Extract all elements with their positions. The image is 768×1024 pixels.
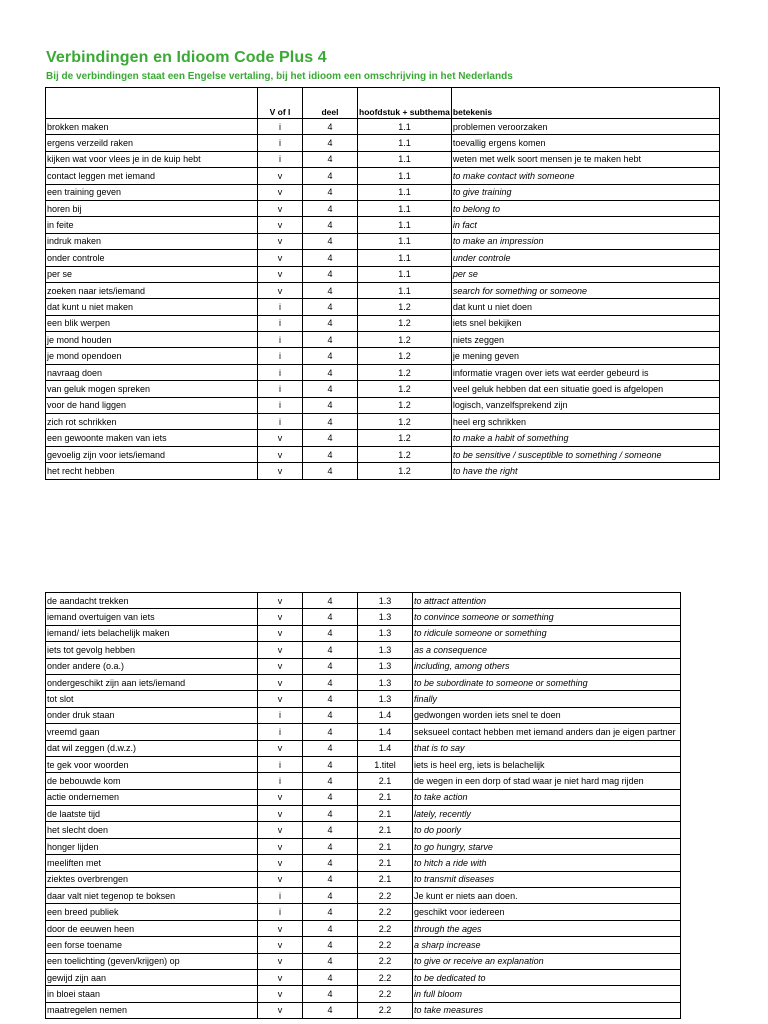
expression-cell: een blik werpen [46,315,258,331]
deel-cell: 4 [303,332,358,348]
expression-cell: in bloei staan [46,986,258,1002]
hoofdstuk-cell: 1.3 [358,593,413,609]
expression-cell: vreemd gaan [46,724,258,740]
type-cell: i [258,397,303,413]
betekenis-cell: to take action [413,789,681,805]
betekenis-cell: iets snel bekijken [451,315,719,331]
betekenis-cell: gedwongen worden iets snel te doen [413,707,681,723]
expression-cell: meeliften met [46,855,258,871]
betekenis-cell: de wegen in een dorp of stad waar je niet hard mag rijden [413,773,681,789]
header-betekenis: betekenis [451,88,719,119]
type-cell: v [258,969,303,985]
betekenis-cell: to give training [451,184,719,200]
deel-cell: 4 [303,904,358,920]
hoofdstuk-cell: 2.2 [358,953,413,969]
hoofdstuk-cell: 1.3 [358,658,413,674]
hoofdstuk-cell: 2.2 [358,904,413,920]
betekenis-cell: logisch, vanzelfsprekend zijn [451,397,719,413]
deel-cell: 4 [303,315,358,331]
deel-cell: 4 [303,642,358,658]
expression-cell: het recht hebben [46,463,258,479]
expression-cell: gevoelig zijn voor iets/iemand [46,446,258,462]
expression-cell: de aandacht trekken [46,593,258,609]
betekenis-cell: informatie vragen over iets wat eerder gebeurd is [451,364,719,380]
idiom-table-2 [45,592,681,1019]
idiom-table-1 [45,87,720,480]
table-row [46,233,720,249]
type-cell: i [258,381,303,397]
table-row [46,151,720,167]
type-cell: v [258,740,303,756]
table-row [46,986,681,1002]
table-row [46,299,720,315]
table-row [46,282,720,298]
expression-cell: brokken maken [46,119,258,135]
expression-cell: je mond opendoen [46,348,258,364]
type-cell: v [258,658,303,674]
type-cell: i [258,119,303,135]
hoofdstuk-cell: 1.1 [358,184,452,200]
table-row [46,838,681,854]
deel-cell: 4 [303,822,358,838]
expression-cell: kijken wat voor vlees je in de kuip hebt [46,151,258,167]
hoofdstuk-cell: 2.1 [358,773,413,789]
betekenis-cell: seksueel contact hebben met iemand anders dan je eigen partner [413,724,681,740]
expression-cell: dat kunt u niet maken [46,299,258,315]
expression-cell: onder controle [46,250,258,266]
hoofdstuk-cell: 2.2 [358,1002,413,1018]
betekenis-cell: to transmit diseases [413,871,681,887]
table-row [46,740,681,756]
deel-cell: 4 [303,593,358,609]
deel-cell: 4 [303,135,358,151]
table-row [46,364,720,380]
betekenis-cell: to give or receive an explanation [413,953,681,969]
betekenis-cell: niets zeggen [451,332,719,348]
expression-cell: door de eeuwen heen [46,920,258,936]
table-row [46,348,720,364]
deel-cell: 4 [303,953,358,969]
expression-cell: onder druk staan [46,707,258,723]
expression-cell: dat wil zeggen (d.w.z.) [46,740,258,756]
deel-cell: 4 [303,969,358,985]
deel-cell: 4 [303,724,358,740]
deel-cell: 4 [303,414,358,430]
table-row [46,430,720,446]
betekenis-cell: toevallig ergens komen [451,135,719,151]
hoofdstuk-cell: 1.4 [358,707,413,723]
type-cell: v [258,806,303,822]
hoofdstuk-cell: 1.4 [358,724,413,740]
expression-cell: tot slot [46,691,258,707]
table-row [46,168,720,184]
deel-cell: 4 [303,250,358,266]
header-hoofdstuk: hoofdstuk + subthema [358,88,452,119]
type-cell: v [258,691,303,707]
hoofdstuk-cell: 1.3 [358,691,413,707]
type-cell: v [258,937,303,953]
betekenis-cell: to attract attention [413,593,681,609]
betekenis-cell: to make contact with someone [451,168,719,184]
expression-cell: iemand overtuigen van iets [46,609,258,625]
deel-cell: 4 [303,855,358,871]
hoofdstuk-cell: 1.2 [358,381,452,397]
deel-cell: 4 [303,1002,358,1018]
table-row [46,707,681,723]
hoofdstuk-cell: 1.2 [358,315,452,331]
type-cell: v [258,217,303,233]
table-row [46,642,681,658]
betekenis-cell: lately, recently [413,806,681,822]
deel-cell: 4 [303,381,358,397]
betekenis-cell: Je kunt er niets aan doen. [413,888,681,904]
hoofdstuk-cell: 1.1 [358,250,452,266]
expression-cell: zoeken naar iets/iemand [46,282,258,298]
deel-cell: 4 [303,233,358,249]
type-cell: i [258,151,303,167]
table-row [46,119,720,135]
hoofdstuk-cell: 2.2 [358,969,413,985]
table-row [46,381,720,397]
expression-cell: de bebouwde kom [46,773,258,789]
hoofdstuk-cell: 1.2 [358,430,452,446]
deel-cell: 4 [303,625,358,641]
hoofdstuk-cell: 1.titel [358,756,413,772]
expression-cell: ziektes overbrengen [46,871,258,887]
deel-cell: 4 [303,838,358,854]
betekenis-cell: problemen veroorzaken [451,119,719,135]
hoofdstuk-cell: 1.2 [358,364,452,380]
deel-cell: 4 [303,937,358,953]
type-cell: v [258,282,303,298]
deel-cell: 4 [303,756,358,772]
type-cell: v [258,920,303,936]
type-cell: v [258,642,303,658]
expression-cell: een training geven [46,184,258,200]
hoofdstuk-cell: 2.1 [358,822,413,838]
deel-cell: 4 [303,609,358,625]
hoofdstuk-cell: 2.1 [358,838,413,854]
table-header-row [46,88,720,119]
hoofdstuk-cell: 1.1 [358,135,452,151]
betekenis-cell: to do poorly [413,822,681,838]
deel-cell: 4 [303,806,358,822]
type-cell: v [258,855,303,871]
deel-cell: 4 [303,151,358,167]
table-row [46,266,720,282]
type-cell: v [258,184,303,200]
type-cell: v [258,250,303,266]
betekenis-cell: iets is heel erg, iets is belachelijk [413,756,681,772]
betekenis-cell: to convince someone or something [413,609,681,625]
betekenis-cell: to make an impression [451,233,719,249]
expression-cell: contact leggen met iemand [46,168,258,184]
betekenis-cell: to hitch a ride with [413,855,681,871]
expression-cell: het slecht doen [46,822,258,838]
deel-cell: 4 [303,348,358,364]
table-row [46,593,681,609]
type-cell: i [258,135,303,151]
deel-cell: 4 [303,168,358,184]
betekenis-cell: je mening geven [451,348,719,364]
expression-cell: navraag doen [46,364,258,380]
betekenis-cell: a sharp increase [413,937,681,953]
type-cell: i [258,904,303,920]
header-v-of-i: V of I [258,88,303,119]
expression-cell: te gek voor woorden [46,756,258,772]
deel-cell: 4 [303,773,358,789]
type-cell: i [258,724,303,740]
betekenis-cell: to be dedicated to [413,969,681,985]
expression-cell: een gewoonte maken van iets [46,430,258,446]
deel-cell: 4 [303,397,358,413]
betekenis-cell: geschikt voor iedereen [413,904,681,920]
expression-cell: ondergeschikt zijn aan iets/iemand [46,674,258,690]
betekenis-cell: to take measures [413,1002,681,1018]
hoofdstuk-cell: 1.2 [358,299,452,315]
table-row [46,609,681,625]
table-row [46,332,720,348]
type-cell: v [258,986,303,1002]
table-row [46,135,720,151]
table-row [46,969,681,985]
expression-cell: een toelichting (geven/krijgen) op [46,953,258,969]
type-cell: v [258,625,303,641]
hoofdstuk-cell: 1.1 [358,119,452,135]
table-row [46,446,720,462]
hoofdstuk-cell: 1.1 [358,151,452,167]
expression-cell: je mond houden [46,332,258,348]
deel-cell: 4 [303,871,358,887]
betekenis-cell: veel geluk hebben dat een situatie goed is afgelopen [451,381,719,397]
table-row [46,463,720,479]
type-cell: i [258,315,303,331]
hoofdstuk-cell: 1.3 [358,609,413,625]
type-cell: i [258,348,303,364]
betekenis-cell: dat kunt u niet doen [451,299,719,315]
page-title: Verbindingen en Idioom Code Plus 4 [46,49,327,66]
hoofdstuk-cell: 1.1 [358,200,452,216]
deel-cell: 4 [303,674,358,690]
type-cell: v [258,200,303,216]
hoofdstuk-cell: 1.1 [358,168,452,184]
betekenis-cell: search for something or someone [451,282,719,298]
table-row [46,217,720,233]
deel-cell: 4 [303,463,358,479]
type-cell: v [258,593,303,609]
type-cell: v [258,233,303,249]
hoofdstuk-cell: 2.1 [358,806,413,822]
expression-cell: voor de hand liggen [46,397,258,413]
betekenis-cell: to ridicule someone or something [413,625,681,641]
hoofdstuk-cell: 1.2 [358,463,452,479]
hoofdstuk-cell: 1.1 [358,282,452,298]
betekenis-cell: per se [451,266,719,282]
betekenis-cell: including, among others [413,658,681,674]
deel-cell: 4 [303,740,358,756]
type-cell: v [258,609,303,625]
hoofdstuk-cell: 1.3 [358,642,413,658]
table-row [46,822,681,838]
deel-cell: 4 [303,888,358,904]
table-row [46,1002,681,1018]
deel-cell: 4 [303,119,358,135]
page-subtitle: Bij de verbindingen staat een Engelse vertaling, bij het idioom een omschrijving in het Nederlands [46,71,513,82]
deel-cell: 4 [303,299,358,315]
betekenis-cell: to be sensitive / susceptible to something / someone [451,446,719,462]
hoofdstuk-cell: 2.1 [358,855,413,871]
table-row [46,806,681,822]
table-row [46,250,720,266]
header-expression [46,88,258,119]
betekenis-cell: in full bloom [413,986,681,1002]
type-cell: v [258,463,303,479]
betekenis-cell: through the ages [413,920,681,936]
hoofdstuk-cell: 1.3 [358,674,413,690]
deel-cell: 4 [303,707,358,723]
type-cell: v [258,822,303,838]
hoofdstuk-cell: 1.2 [358,397,452,413]
table-row [46,871,681,887]
expression-cell: de laatste tijd [46,806,258,822]
expression-cell: van geluk mogen spreken [46,381,258,397]
type-cell: v [258,953,303,969]
type-cell: v [258,871,303,887]
betekenis-cell: to make a habit of something [451,430,719,446]
hoofdstuk-cell: 1.2 [358,332,452,348]
type-cell: v [258,789,303,805]
deel-cell: 4 [303,691,358,707]
table-row [46,397,720,413]
betekenis-cell: to go hungry, starve [413,838,681,854]
expression-cell: per se [46,266,258,282]
betekenis-cell: to be subordinate to someone or something [413,674,681,690]
deel-cell: 4 [303,658,358,674]
expression-cell: onder andere (o.a.) [46,658,258,674]
expression-cell: actie ondernemen [46,789,258,805]
betekenis-cell: weten met welk soort mensen je te maken hebt [451,151,719,167]
type-cell: i [258,756,303,772]
table-row [46,904,681,920]
hoofdstuk-cell: 1.1 [358,233,452,249]
expression-cell: in feite [46,217,258,233]
expression-cell: indruk maken [46,233,258,249]
hoofdstuk-cell: 1.2 [358,446,452,462]
hoofdstuk-cell: 2.2 [358,920,413,936]
type-cell: v [258,430,303,446]
table-row [46,625,681,641]
betekenis-cell: to have the right [451,463,719,479]
expression-cell: een forse toename [46,937,258,953]
expression-cell: daar valt niet tegenop te boksen [46,888,258,904]
deel-cell: 4 [303,200,358,216]
table-row [46,855,681,871]
table-row [46,937,681,953]
table-row [46,674,681,690]
deel-cell: 4 [303,364,358,380]
expression-cell: iemand/ iets belachelijk maken [46,625,258,641]
betekenis-cell: under controle [451,250,719,266]
type-cell: v [258,168,303,184]
betekenis-cell: that is to say [413,740,681,756]
hoofdstuk-cell: 1.1 [358,266,452,282]
expression-cell: zich rot schrikken [46,414,258,430]
hoofdstuk-cell: 2.2 [358,888,413,904]
hoofdstuk-cell: 2.1 [358,789,413,805]
type-cell: v [258,266,303,282]
expression-cell: maatregelen nemen [46,1002,258,1018]
table-row [46,414,720,430]
hoofdstuk-cell: 2.2 [358,986,413,1002]
deel-cell: 4 [303,217,358,233]
deel-cell: 4 [303,789,358,805]
type-cell: v [258,1002,303,1018]
table-row [46,789,681,805]
type-cell: i [258,414,303,430]
type-cell: i [258,888,303,904]
table-row [46,920,681,936]
expression-cell: horen bij [46,200,258,216]
table-row [46,200,720,216]
betekenis-cell: heel erg schrikken [451,414,719,430]
deel-cell: 4 [303,986,358,1002]
type-cell: v [258,674,303,690]
betekenis-cell: in fact [451,217,719,233]
betekenis-cell: as a consequence [413,642,681,658]
type-cell: i [258,707,303,723]
deel-cell: 4 [303,430,358,446]
table-row [46,756,681,772]
deel-cell: 4 [303,184,358,200]
type-cell: i [258,364,303,380]
table-row [46,888,681,904]
deel-cell: 4 [303,446,358,462]
table-row [46,953,681,969]
expression-cell: ergens verzeild raken [46,135,258,151]
table-row [46,773,681,789]
type-cell: i [258,299,303,315]
table-row [46,724,681,740]
hoofdstuk-cell: 2.1 [358,871,413,887]
deel-cell: 4 [303,920,358,936]
type-cell: v [258,446,303,462]
deel-cell: 4 [303,266,358,282]
header-deel: deel [303,88,358,119]
type-cell: v [258,838,303,854]
table-row [46,658,681,674]
expression-cell: iets tot gevolg hebben [46,642,258,658]
expression-cell: gewijd zijn aan [46,969,258,985]
hoofdstuk-cell: 2.2 [358,937,413,953]
table-row [46,184,720,200]
table-row [46,691,681,707]
type-cell: i [258,332,303,348]
hoofdstuk-cell: 1.3 [358,625,413,641]
betekenis-cell: to belong to [451,200,719,216]
hoofdstuk-cell: 1.2 [358,348,452,364]
type-cell: i [258,773,303,789]
table-row [46,315,720,331]
expression-cell: een breed publiek [46,904,258,920]
expression-cell: honger lijden [46,838,258,854]
betekenis-cell: finally [413,691,681,707]
deel-cell: 4 [303,282,358,298]
hoofdstuk-cell: 1.4 [358,740,413,756]
hoofdstuk-cell: 1.2 [358,414,452,430]
hoofdstuk-cell: 1.1 [358,217,452,233]
